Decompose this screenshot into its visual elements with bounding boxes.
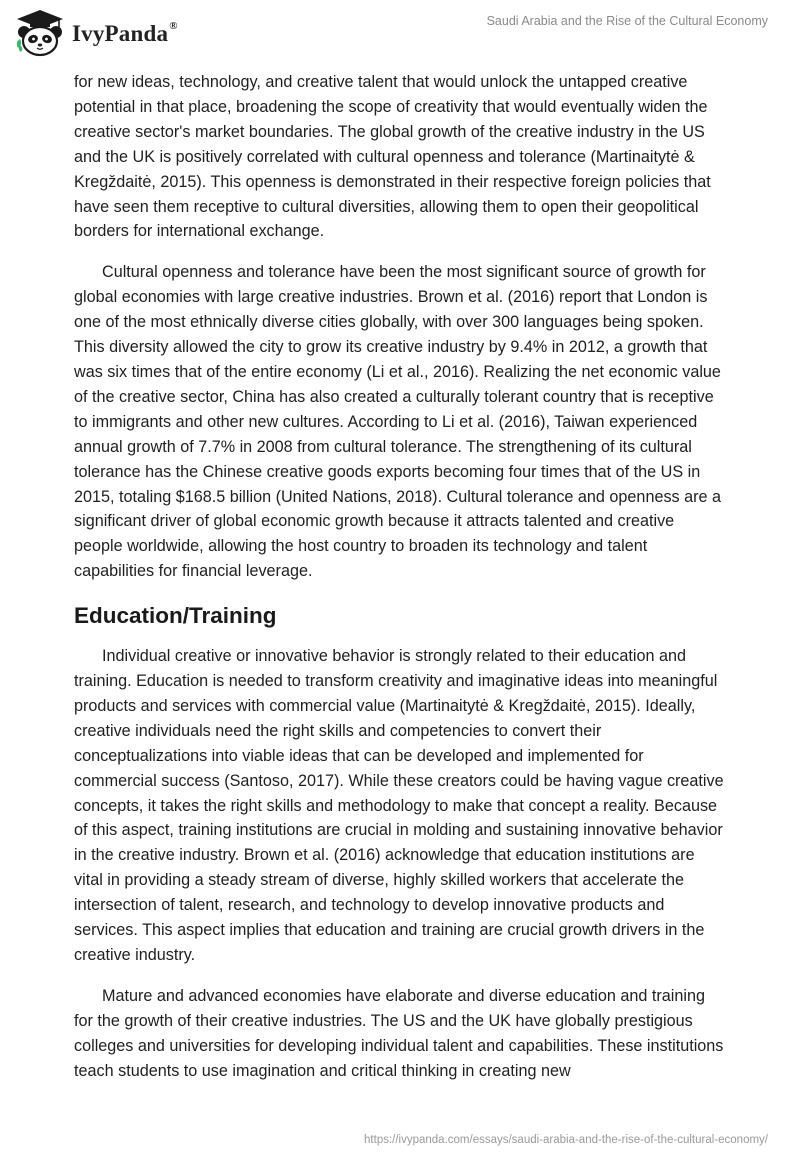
paragraph-cultural-openness: Cultural openness and tolerance have been the most significant source of growth for global economies with large creative industries. Brown et al. (2016) report that London is one of the most ethnically diverse cities globally, with over 300 languages being spoken. This diversity allowed the city to grow its creative industry by 9.4% in 2012, a growth that was six times that of the entire economy (Li et al., 2016). Realizing the net economic value of the creative sector, China has also created a culturally tolerant country that is receptive to immigrants and other new cultures. According to Li et al. (2016), Taiwan experienced annual growth of 7.7% in 2008 from cultural tolerance. The strengthening of its cultural tolerance has the Chinese creative goods exports becoming four times that of the US in 2015, totaling $168.5 billion (United Nations, 2018). Cultural tolerance and openness are a significant driver of global economic growth because it attracts talented and creative people worldwide, allowing the host country to broaden its technology and talent capabilities for financial leverage. — [74, 263, 722, 581]
brand-logo[interactable] — [14, 8, 178, 58]
paragraph-continued: for new ideas, technology, and creative talent that would unlock the untapped creative potential in that place, broadening the scope of creativity that would eventually widen the creative sector's market boundaries. The global growth of the creative industry in the US and the UK is positively correlated with cultural openness and tolerance (Martinaitytė & Kregždaitė, 2015). This openness is demonstrated in their respective foreign policies that have seen them receptive to cultural diversities, allowing them to open their geopolitical borders for international exchange. — [74, 73, 711, 241]
source-url[interactable]: https://ivypanda.com/essays/saudi-arabia-and-the-rise-of-the-cultural-economy/ — [364, 1134, 768, 1146]
section-heading-education: Education/Training — [74, 603, 277, 629]
document-running-title: Saudi Arabia and the Rise of the Cultural Economy — [486, 14, 768, 28]
paragraph-mature-economies: Mature and advanced economies have elaborate and diverse education and training for the growth of their creative industries. The US and the UK have globally prestigious colleges and universities for developing individual talent and capabilities. These institutions teach students to use imagination and critical thinking in creating new — [74, 986, 724, 1080]
page-header — [0, 0, 800, 66]
essay-body — [74, 70, 724, 1100]
panda-graduate-icon — [14, 8, 66, 58]
paragraph-education: Individual creative or innovative behavior is strongly related to their education and training. Education is needed to transform creativity and imaginative ideas into meaningful products and services with commercial value (Martinaitytė & Kregždaitė, 2015). Ideally, creative individuals need the right skills and competencies to convert their conceptualizations into viable ideas that can be developed and implemented for commercial success (Santoso, 2017). While these creators could be having vague creative concepts, it takes the right skills and methodology to make that concept a reality. Because of this aspect, training institutions are crucial in molding and sustaining innovative behavior in the creative industry. Brown et al. (2016) acknowledge that education institutions are vital in providing a steady stream of diverse, highly skilled workers that accelerate the intersection of talent, research, and technology to develop innovative products and services. This aspect implies that education and training are crucial growth drivers in the creative industry. — [74, 647, 724, 964]
registered-mark: ® — [169, 20, 178, 33]
brand-name: IvyPanda® — [72, 20, 178, 46]
